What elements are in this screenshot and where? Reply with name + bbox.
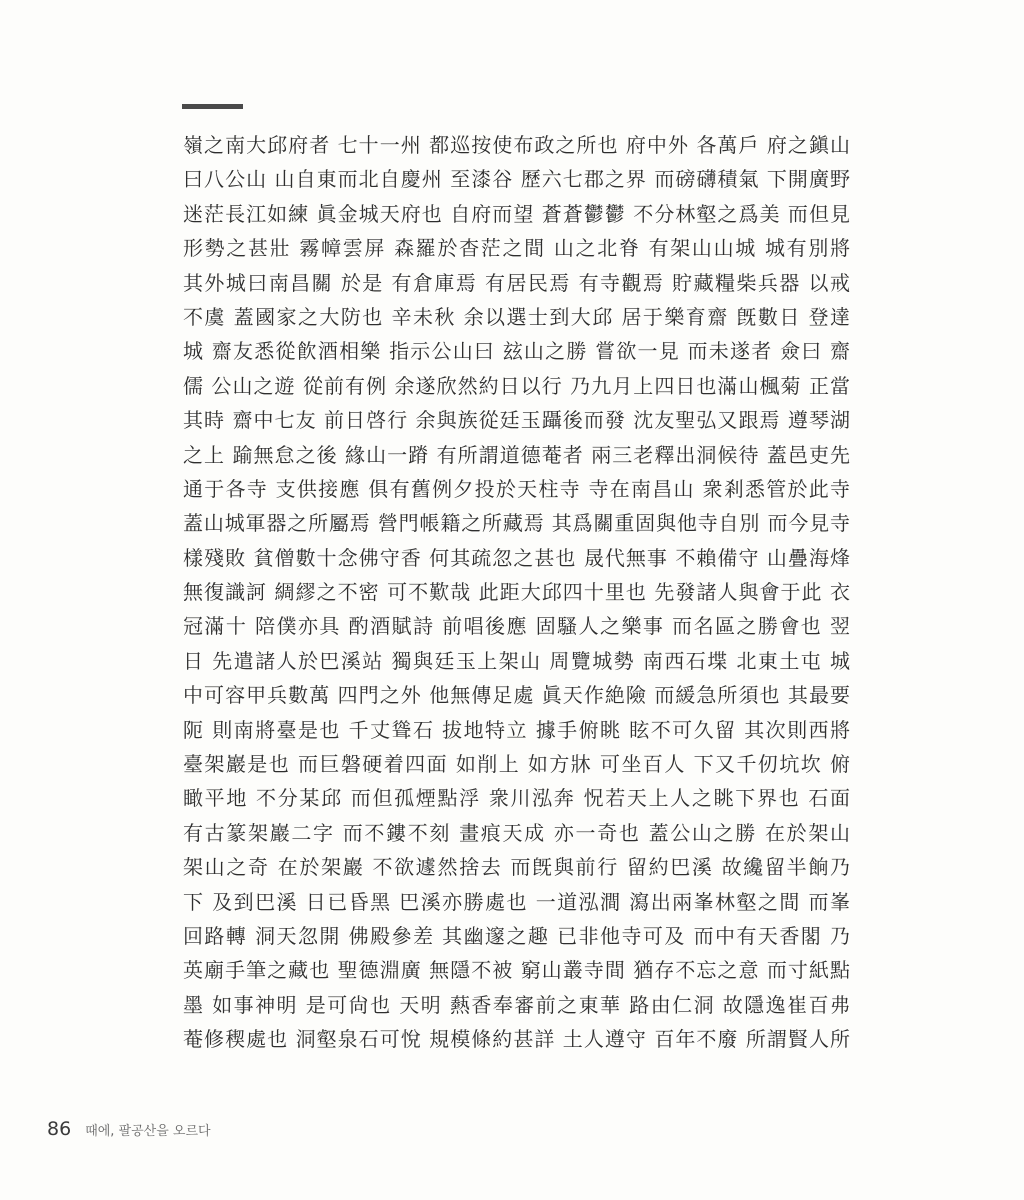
text-line: 其外城曰南昌關 於是 有倉庫焉 有居民焉 有寺觀焉 貯藏糧柴兵器 以戒 xyxy=(183,270,850,295)
text-line: 有古篆架巖二字 而不鏤不刻 畫痕天成 亦一奇也 蓋公山之勝 在於架山 xyxy=(183,820,850,845)
text-line: 日 先遣諸人於巴溪站 獨與廷玉上架山 周覽城勢 南西石堞 北東土屯 城 xyxy=(183,648,850,673)
text-line: 菴修稧處也 洞壑泉石可悅 規模條約甚詳 土人遵守 百年不廢 所謂賢人所 xyxy=(183,1027,850,1052)
text-line: 瞰平地 不分某邱 而但孤煙點浮 衆川泓奔 怳若天上人之眺下界也 石面 xyxy=(183,786,850,811)
text-line: 曰八公山 山自東而北自慶州 至漆谷 歷六七郡之界 而磅礴積氣 下開廣野 xyxy=(183,167,850,192)
text-line: 之上 踰無怠之後 緣山一蹐 有所謂道德菴者 兩三老釋出洞候待 蓋邑吏先 xyxy=(183,442,850,467)
text-line: 樣殘敗 貧僧數十念佛守香 何其疏忽之甚也 晟代無事 不賴備守 山疊海烽 xyxy=(183,545,850,570)
text-line: 臺架巖是也 而巨磐硬着四面 如削上 如方牀 可坐百人 下又千仞坑坎 俯 xyxy=(183,752,850,777)
text-line: 英廟手筆之藏也 聖德淵廣 無隱不被 窮山叢寺間 猶存不忘之意 而寸紙點 xyxy=(183,958,850,983)
body-text xyxy=(183,128,850,1057)
text-line: 阨 則南將臺是也 千丈聳石 拔地特立 據手俯眺 眩不可久留 其次則西將 xyxy=(183,717,850,742)
text-line: 其時 齋中七友 前日啓行 余與族從廷玉躡後而發 沈友聖弘又跟焉 遵琴湖 xyxy=(183,408,850,433)
running-title: 때에, 팔공산을 오르다 xyxy=(85,1124,211,1139)
text-line: 墨 如事神明 是可尙也 天明 爇香奉審前之東華 路由仁洞 故隱逸崔百弗 xyxy=(183,992,850,1017)
text-line: 通于各寺 支供接應 俱有舊例夕投於天柱寺 寺在南昌山 衆剎悉管於此寺 xyxy=(183,476,850,501)
text-line: 形勢之甚壯 霧幛雲屏 森羅於杳茫之間 山之北脊 有架山山城 城有別將 xyxy=(183,236,850,261)
text-line: 中可容甲兵數萬 四門之外 他無傳足處 眞天作絶險 而緩急所須也 其最要 xyxy=(183,683,850,708)
text-line: 架山之奇 在於架巖 不欲遽然捨去 而旣與前行 留約巴溪 故纔留半餉乃 xyxy=(183,855,850,880)
text-line: 不虞 蓋國家之大防也 辛未秋 余以選士到大邱 居于樂育齋 旣數日 登達 xyxy=(183,304,850,329)
text-line: 城 齋友悉從飮酒相樂 指示公山曰 玆山之勝 嘗欲一見 而未遂者 僉曰 齋 xyxy=(183,339,850,364)
page-number: 86 xyxy=(47,1118,72,1140)
page-footer xyxy=(47,1118,211,1146)
text-line: 儒 公山之遊 從前有例 余遂欣然約日以行 乃九月上四日也滿山楓菊 正當 xyxy=(183,373,850,398)
text-line: 嶺之南大邱府者 七十一州 都巡按使布政之所也 府中外 各萬戶 府之鎭山 xyxy=(183,133,850,157)
text-line: 迷茫長江如練 眞金城天府也 自府而望 蒼蒼鬱鬱 不分林壑之爲美 而但見 xyxy=(183,201,850,226)
text-line: 無復識訶 綢繆之不密 可不歎哉 此距大邱四十里也 先發諸人與會于此 衣 xyxy=(183,580,850,605)
text-line: 冠滿十 陪僕亦具 酌酒賦詩 前唱後應 固騷人之樂事 而名區之勝會也 翌 xyxy=(183,614,850,639)
text-line: 蓋山城軍器之所屬焉 營門帳籍之所藏焉 其爲關重固與他寺自別 而今見寺 xyxy=(183,511,850,536)
text-line: 下 及到巴溪 日已昏黑 巴溪亦勝處也 一道泓澗 瀉出兩峯林壑之間 而峯 xyxy=(183,889,850,914)
text-line: 回路轉 洞天忽開 佛殿參差 其幽邃之趣 已非他寺可及 而中有天香閣 乃 xyxy=(183,923,850,948)
section-rule xyxy=(182,104,243,109)
